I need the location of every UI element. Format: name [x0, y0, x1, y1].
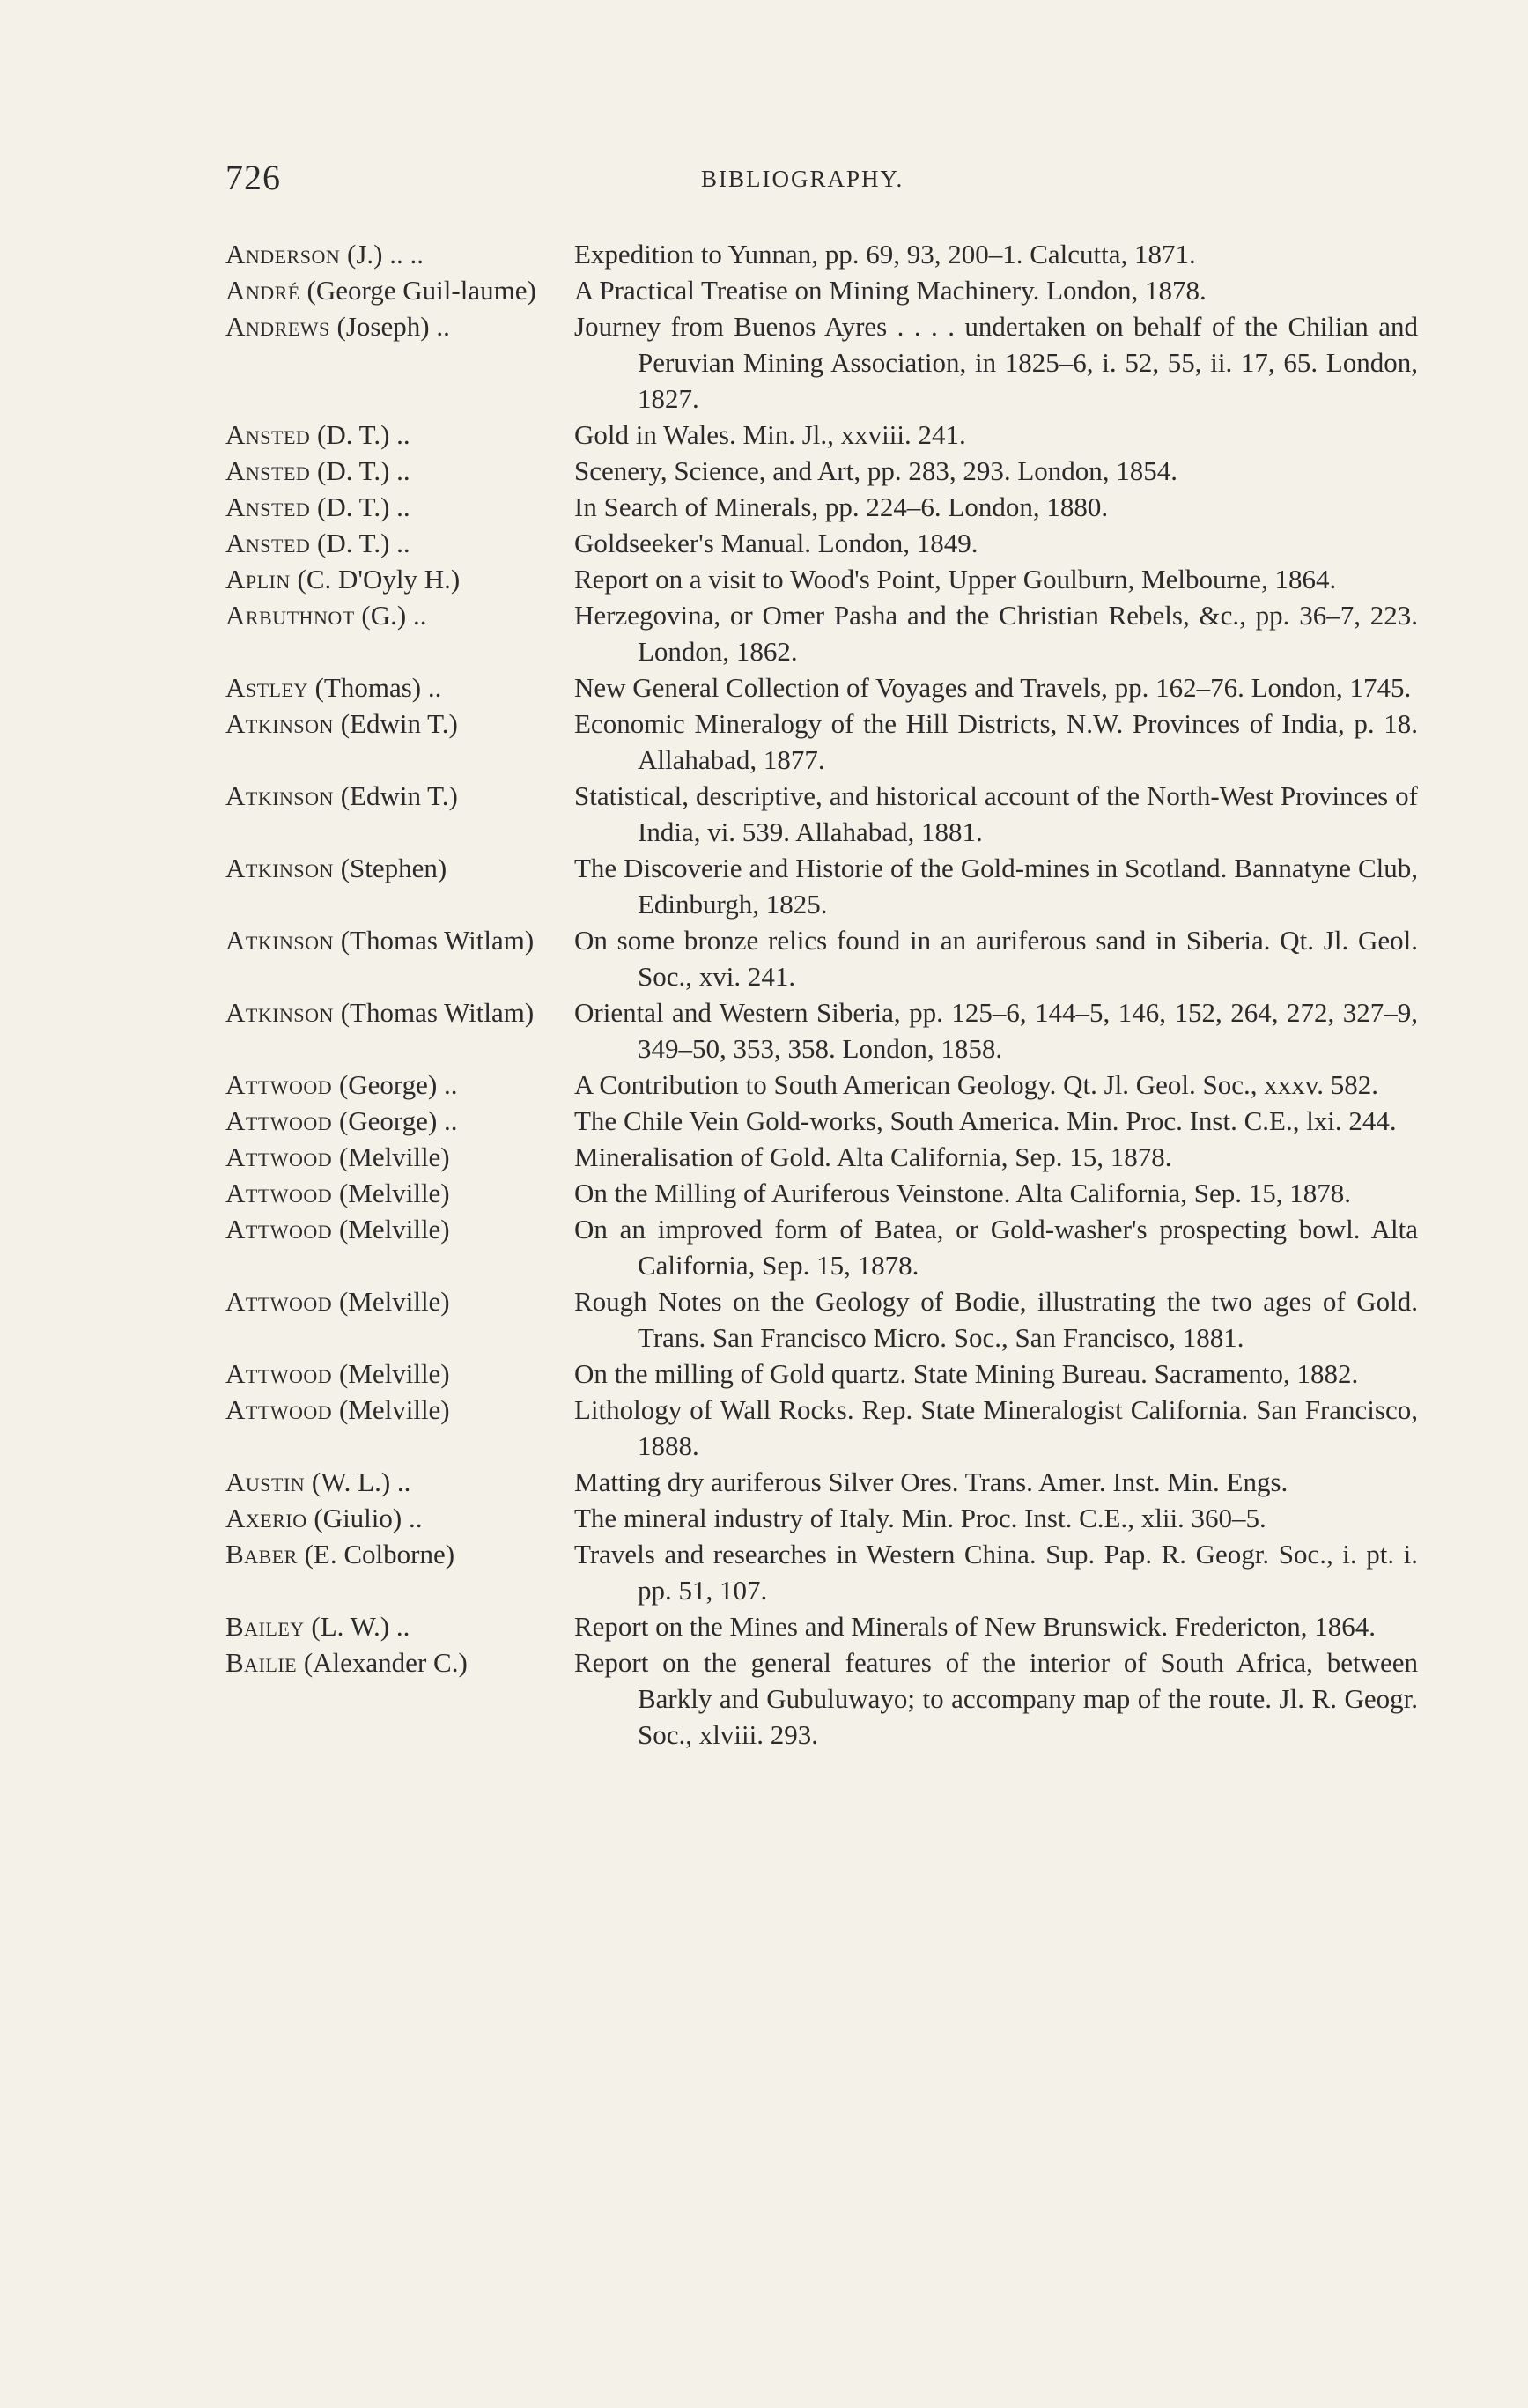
author-details: (Melville)	[332, 1286, 450, 1317]
author-details: (Melville)	[332, 1178, 450, 1208]
entry-work: In Search of Minerals, pp. 224–6. London, 1880.	[574, 491, 1109, 522]
author-details: (George Guil-laume)	[299, 275, 536, 306]
author-surname: Atkinson	[225, 708, 334, 739]
entry-work: The mineral industry of Italy. Min. Proc. Inst. C.E., xlii. 360–5.	[574, 1503, 1266, 1533]
entry-work: Goldseeker's Manual. London, 1849.	[574, 528, 978, 558]
entry-work: Report on the Mines and Minerals of New Brunswick. Fredericton, 1864.	[574, 1611, 1377, 1642]
entry-author	[225, 489, 574, 525]
entry-work: Oriental and Western Siberia, pp. 125–6, 144–5, 146, 152, 264, 272, 327–9, 349–50, 353, 358. London, 1858.	[574, 997, 1418, 1064]
entry-work: Report on a visit to Wood's Point, Upper Goulburn, Melbourne, 1864.	[574, 564, 1337, 595]
author-details: (Melville)	[332, 1394, 450, 1425]
entry	[225, 1536, 1423, 1608]
author-surname: Attwood	[225, 1214, 333, 1245]
entry	[225, 994, 1423, 1067]
author-surname: Aplin	[225, 564, 291, 595]
entry	[225, 1211, 1423, 1283]
author-surname: Atkinson	[225, 853, 334, 883]
author-details: (Giulio) ..	[306, 1503, 423, 1533]
author-surname: André	[225, 275, 300, 306]
entry-work: The Chile Vein Gold-works, South America. Min. Proc. Inst. C.E., lxi. 244.	[574, 1105, 1397, 1136]
author-surname: Attwood	[225, 1141, 333, 1172]
entry-work: A Practical Treatise on Mining Machinery. London, 1878.	[574, 275, 1207, 306]
entry-work: Journey from Buenos Ayres . . . . undertaken on behalf of the Chilian and Peruvian Mining Association, in 1825–6, i. 52, 55, ii. 17, 65. London, 1827.	[574, 311, 1418, 414]
entry-work: Scenery, Science, and Art, pp. 283, 293. London, 1854.	[574, 455, 1178, 486]
entry-author	[225, 1536, 574, 1608]
author-surname: Attwood	[225, 1069, 333, 1100]
entry-work: Herzegovina, or Omer Pasha and the Christian Rebels, &c., pp. 36–7, 223. London, 1862.	[574, 600, 1418, 667]
entry	[225, 417, 1423, 453]
entry	[225, 778, 1423, 850]
author-details: (George) ..	[332, 1105, 458, 1136]
entry-author	[225, 1464, 574, 1500]
author-details: (C. D'Oyly H.)	[290, 564, 461, 595]
entry	[225, 272, 1423, 308]
entry	[225, 525, 1423, 561]
entry-author	[225, 417, 574, 453]
author-details: (E. Colborne)	[297, 1539, 455, 1570]
author-details: (Joseph) ..	[329, 311, 450, 342]
entry	[225, 453, 1423, 489]
entry-work: Mineralisation of Gold. Alta California, Sep. 15, 1878.	[574, 1141, 1172, 1172]
author-details: (Melville)	[332, 1358, 450, 1389]
entry-author	[225, 1355, 574, 1392]
entry	[225, 561, 1423, 597]
entry	[225, 236, 1423, 272]
author-surname: Attwood	[225, 1286, 333, 1317]
author-details: (Thomas Witlam)	[333, 925, 535, 956]
author-surname: Baber	[225, 1539, 298, 1570]
author-details: (L. W.) ..	[304, 1611, 410, 1642]
entry	[225, 1608, 1423, 1644]
author-details: (Thomas) ..	[307, 672, 442, 703]
entry	[225, 705, 1423, 778]
entry-work: Matting dry auriferous Silver Ores. Trans. Amer. Inst. Min. Engs.	[574, 1466, 1288, 1497]
entry	[225, 1103, 1423, 1139]
entry-work: Expedition to Yunnan, pp. 69, 93, 200–1. Calcutta, 1871.	[574, 239, 1196, 270]
bibliography-entries	[225, 236, 1423, 1753]
entry	[225, 1139, 1423, 1175]
author-details: (W. L.) ..	[305, 1466, 411, 1497]
entry-author	[225, 308, 574, 417]
author-details: (D. T.) ..	[310, 491, 410, 522]
author-details: (Edwin T.)	[333, 780, 458, 811]
author-surname: Attwood	[225, 1358, 333, 1389]
author-surname: Anderson	[225, 239, 341, 270]
entry-work: New General Collection of Voyages and Travels, pp. 162–76. London, 1745.	[574, 672, 1412, 703]
entry-author	[225, 1067, 574, 1103]
entry-work: Rough Notes on the Geology of Bodie, illustrating the two ages of Gold. Trans. San Francisco Micro. Soc., San Francisco, 1881.	[574, 1286, 1418, 1353]
entry-author	[225, 778, 574, 850]
author-surname: Ansted	[225, 491, 311, 522]
entry-author	[225, 272, 574, 308]
author-surname: Andrews	[225, 311, 330, 342]
entry-work: Lithology of Wall Rocks. Rep. State Mineralogist California. San Francisco, 1888.	[574, 1394, 1418, 1461]
author-details: (D. T.) ..	[310, 528, 410, 558]
author-details: (Melville)	[332, 1141, 450, 1172]
author-surname: Arbuthnot	[225, 600, 355, 631]
entry-author	[225, 597, 574, 669]
page-number: 726	[225, 158, 281, 197]
entry-work: Economic Mineralogy of the Hill Districts, N.W. Provinces of India, p. 18. Allahabad, 1877.	[574, 708, 1418, 775]
entry-work: Statistical, descriptive, and historical account of the North-West Provinces of India, vi. 539. Allahabad, 1881.	[574, 780, 1418, 847]
entry-author	[225, 1644, 574, 1753]
entry-author	[225, 669, 574, 705]
author-surname: Bailie	[225, 1647, 298, 1678]
author-surname: Astley	[225, 672, 308, 703]
entry-author	[225, 561, 574, 597]
author-surname: Ansted	[225, 528, 311, 558]
entry-author	[225, 850, 574, 922]
author-surname: Austin	[225, 1466, 306, 1497]
entry	[225, 597, 1423, 669]
author-surname: Attwood	[225, 1178, 333, 1208]
entry-work: A Contribution to South American Geology. Qt. Jl. Geol. Soc., xxxv. 582.	[574, 1069, 1379, 1100]
author-details: (G.) ..	[354, 600, 427, 631]
entry-author	[225, 236, 574, 272]
author-details: (Melville)	[332, 1214, 450, 1245]
entry-author	[225, 1283, 574, 1355]
entry-work: On the Milling of Auriferous Veinstone. Alta California, Sep. 15, 1878.	[574, 1178, 1351, 1208]
entry-work: On the milling of Gold quartz. State Mining Bureau. Sacramento, 1882.	[574, 1358, 1359, 1389]
author-surname: Attwood	[225, 1394, 333, 1425]
entry-author	[225, 1608, 574, 1644]
entry	[225, 1283, 1423, 1355]
entry	[225, 1175, 1423, 1211]
running-title: BIBLIOGRAPHY.	[701, 166, 904, 192]
entry-author	[225, 1175, 574, 1211]
entry-author	[225, 705, 574, 778]
entry-author	[225, 1139, 574, 1175]
author-surname: Atkinson	[225, 780, 334, 811]
entry-work: Report on the general features of the interior of South Africa, between Barkly and Gubuluwayo; to accompany map of the route. Jl. R. Geogr. Soc., xlviii. 293.	[574, 1647, 1418, 1750]
author-surname: Axerio	[225, 1503, 307, 1533]
author-details: (Alexander C.)	[297, 1647, 468, 1678]
entry-author	[225, 922, 574, 994]
page-header	[225, 157, 1423, 201]
author-surname: Ansted	[225, 455, 311, 486]
entry	[225, 1644, 1423, 1753]
entry-work: Travels and researches in Western China. Sup. Pap. R. Geogr. Soc., i. pt. i. pp. 51, 107.	[574, 1539, 1418, 1606]
author-surname: Bailey	[225, 1611, 305, 1642]
entry	[225, 308, 1423, 417]
entry-work: Gold in Wales. Min. Jl., xxviii. 241.	[574, 419, 966, 450]
entry	[225, 850, 1423, 922]
entry	[225, 669, 1423, 705]
entry-work: On an improved form of Batea, or Gold-washer's prospecting bowl. Alta California, Sep. 15, 1878.	[574, 1214, 1418, 1281]
entry	[225, 1392, 1423, 1464]
entry-work: The Discoverie and Historie of the Gold-mines in Scotland. Bannatyne Club, Edinburgh, 1825.	[574, 853, 1418, 920]
author-details: (D. T.) ..	[310, 419, 410, 450]
entry-author	[225, 525, 574, 561]
entry-author	[225, 994, 574, 1067]
entry	[225, 1464, 1423, 1500]
author-surname: Atkinson	[225, 925, 334, 956]
entry	[225, 489, 1423, 525]
author-details: (J.) .. ..	[340, 239, 424, 270]
author-surname: Atkinson	[225, 997, 334, 1028]
author-details: (Thomas Witlam)	[333, 997, 535, 1028]
author-details: (Stephen)	[333, 853, 447, 883]
entry	[225, 1500, 1423, 1536]
entry-author	[225, 1211, 574, 1283]
author-details: (George) ..	[332, 1069, 458, 1100]
author-surname: Attwood	[225, 1105, 333, 1136]
author-details: (D. T.) ..	[310, 455, 410, 486]
entry-author	[225, 453, 574, 489]
entry	[225, 922, 1423, 994]
entry	[225, 1355, 1423, 1392]
entry-work: On some bronze relics found in an auriferous sand in Siberia. Qt. Jl. Geol. Soc., xvi. 241.	[574, 925, 1418, 992]
entry-author	[225, 1103, 574, 1139]
entry-author	[225, 1392, 574, 1464]
author-surname: Ansted	[225, 419, 311, 450]
author-details: (Edwin T.)	[333, 708, 458, 739]
entry-author	[225, 1500, 574, 1536]
entry	[225, 1067, 1423, 1103]
